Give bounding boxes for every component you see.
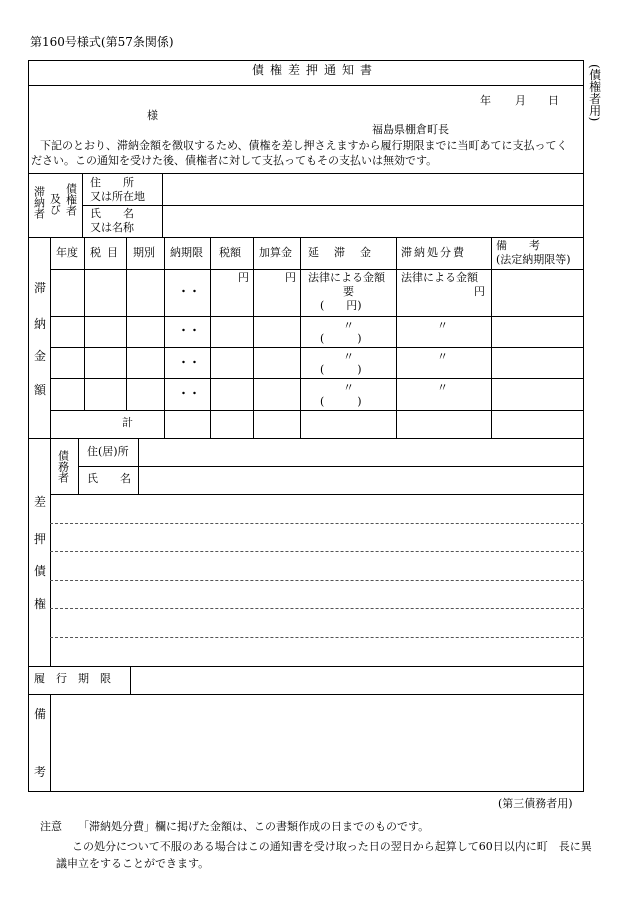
ditto-2a: 〃 [343, 350, 354, 363]
amount-label-3: 金 [34, 349, 47, 363]
party-label-1: 滞納者 [32, 186, 46, 219]
due-dots-2: ・・ [178, 324, 200, 337]
address-label-1: 住 所 [90, 176, 134, 189]
note-1: 「滞納処分費」欄に掲げた金額は、この書類作成の日までのものです。 [78, 820, 430, 833]
note-2b: 議申立をすることができます。 [56, 857, 210, 870]
body-text-1: 下記のとおり、滞納金額を徴収するため、債権を差し押さえますから履行期限までに当町あてに支払ってく [40, 139, 568, 152]
col-due: 納期限 [170, 246, 203, 259]
form-title: 債権差押通知書 [251, 63, 378, 77]
ditto-1b: 〃 [437, 319, 448, 332]
paren-3: ( ) [320, 363, 362, 376]
seized-line-3 [50, 580, 584, 581]
col-year: 年度 [56, 246, 78, 259]
date-day: 日 [548, 94, 559, 107]
amount-label-4: 額 [34, 383, 47, 397]
col-period: 期別 [133, 246, 155, 259]
seized-label-2: 押 [34, 532, 47, 546]
addressee-suffix: 様 [147, 109, 158, 122]
date-month: 月 [515, 94, 526, 107]
party-label-3: 債権者 [64, 183, 78, 216]
due-dots-3: ・・ [178, 356, 200, 369]
remarks-label-2: 考 [34, 765, 47, 779]
paren-2: ( ) [320, 332, 362, 345]
tax-yen: 円 [238, 271, 249, 284]
note-label: 注意 [40, 820, 62, 833]
issuer: 福島県棚倉町長 [372, 123, 449, 136]
col-additional: 加算金 [259, 246, 292, 259]
total-label: 計 [122, 416, 133, 429]
party-label-2: 及び [48, 193, 62, 215]
date-year: 年 [480, 94, 491, 107]
footer-copy: (第三債務者用) [498, 797, 573, 810]
ditto-1a: 〃 [343, 319, 354, 332]
seized-line-5 [50, 637, 584, 638]
side-label: (債権者用) [587, 64, 602, 122]
col-disposal-fee: 滞納処分費 [401, 246, 466, 259]
debtor-label: 債務者 [56, 450, 70, 483]
note-2a: この処分について不服のある場合はこの通知書を受け取った日の翌日から起算して60日以内に町 長に異 [72, 840, 592, 853]
law-amount-2: 要 [343, 285, 354, 298]
additional-yen: 円 [285, 271, 296, 284]
fee-law-amount: 法律による金額 [401, 271, 478, 284]
col-tax: 税額 [219, 246, 241, 259]
col-tax-item: 税目 [90, 246, 124, 259]
paren-yen: ( 円) [320, 299, 362, 312]
form-number: 第160号様式(第57条関係) [30, 35, 174, 49]
body-text-2: ださい。この通知を受けた後、債権者に対して支払ってもその支払いは無効です。 [31, 154, 438, 167]
law-amount-1: 法律による金額 [308, 271, 385, 284]
name-label-2: 又は名称 [90, 221, 134, 234]
amount-label-1: 滞 [34, 281, 47, 295]
seized-label-4: 権 [34, 597, 47, 611]
col-remarks-1: 備 考 [496, 239, 540, 252]
fee-yen: 円 [474, 285, 485, 298]
ditto-2b: 〃 [437, 350, 448, 363]
ditto-3b: 〃 [437, 381, 448, 394]
address-label-2: 又は所在地 [90, 190, 145, 203]
deadline-label: 履行期限 [34, 672, 122, 685]
debtor-name-label: 氏 名 [87, 472, 131, 485]
ditto-3a: 〃 [343, 381, 354, 394]
seized-line-2 [50, 551, 584, 552]
seized-line-4 [50, 608, 584, 609]
name-label-1: 氏 名 [90, 207, 134, 220]
col-remarks-2: (法定納期限等) [496, 253, 571, 266]
due-dots-4: ・・ [178, 387, 200, 400]
seized-line-1 [50, 523, 584, 524]
remarks-label-1: 備 [34, 707, 47, 721]
paren-4: ( ) [320, 395, 362, 408]
amount-label-2: 納 [34, 317, 47, 331]
col-delinquency: 延滞金 [308, 246, 386, 259]
due-dots-1: ・・ [178, 285, 200, 298]
seized-label-1: 差 [34, 495, 47, 509]
debtor-address-label: 住(居)所 [87, 445, 129, 458]
seized-label-3: 債 [34, 564, 47, 578]
